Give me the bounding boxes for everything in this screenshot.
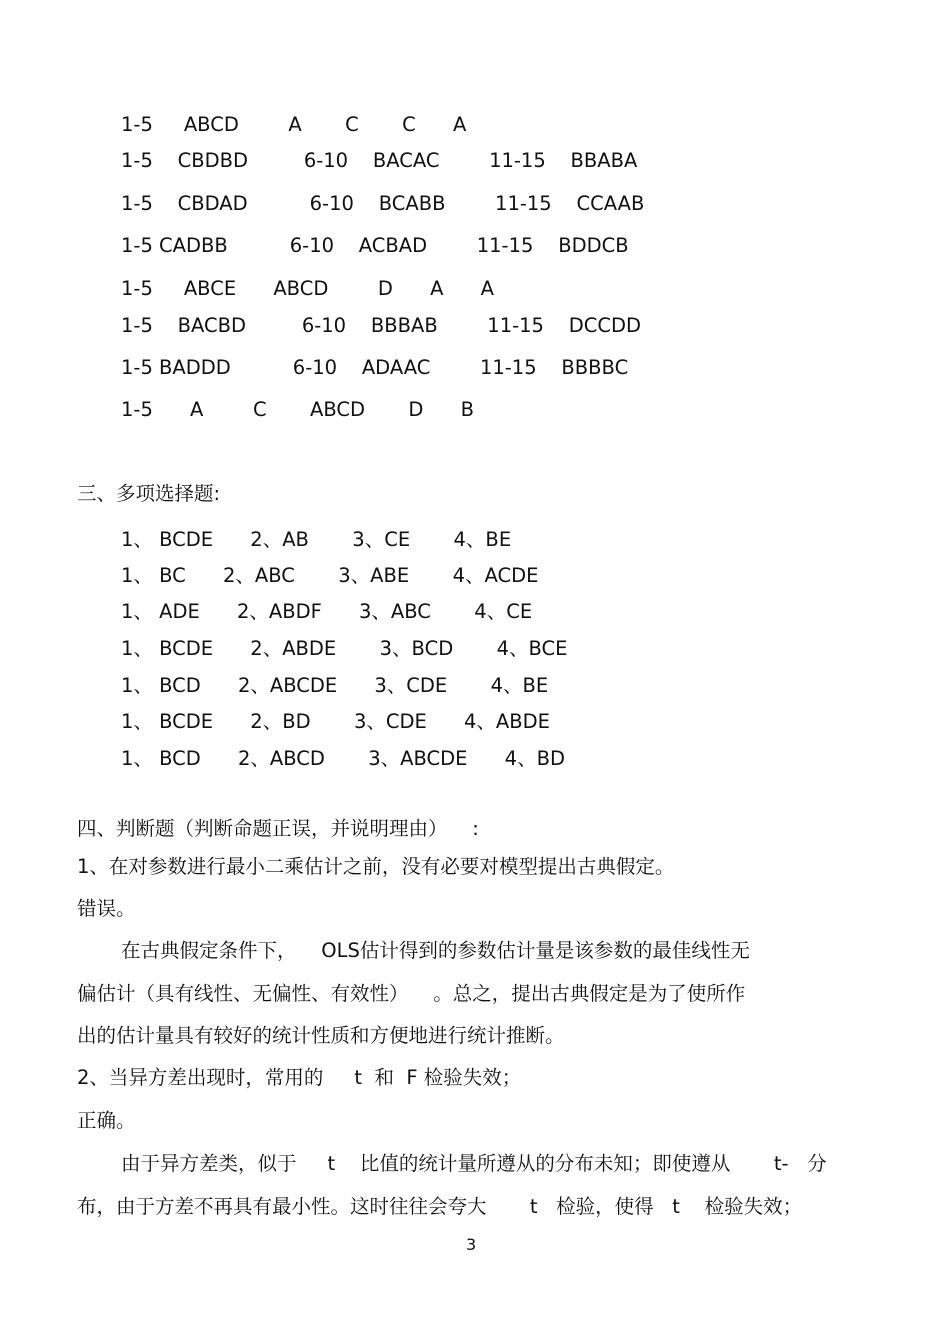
answer-line: 1-5 CBDAD 6-10 BCABB 11-15 CCAAB	[121, 192, 645, 215]
answer-1-text: 出的估计量具有较好的统计性质和方便地进行统计推断。	[77, 1024, 565, 1047]
answer-line: 1-5 A C ABCD D B	[121, 398, 474, 421]
section-heading: 三、多项选择题:	[77, 482, 221, 505]
answer-line: 1、 BCD 2、ABCD 3、ABCDE 4、BD	[121, 747, 565, 770]
answer-line: 1、 BCDE 2、ABDE 3、BCD 4、BCE	[121, 637, 568, 660]
answer-line: 1-5 BACBD 6-10 BBBAB 11-15 DCCDD	[121, 314, 642, 337]
answer-line: 1-5 CBDBD 6-10 BACAC 11-15 BBABA	[121, 149, 638, 172]
answer-line: 1、 ADE 2、ABDF 3、ABC 4、CE	[121, 600, 533, 623]
answer-2-text: 布，由于方差不再具有最小性。这时往往会夸大 t 检验，使得 t 检验失效；	[77, 1195, 803, 1218]
question-1: 1、在对参数进行最小二乘估计之前，没有必要对模型提出古典假定。	[77, 855, 675, 878]
answer-2-text: 由于异方差类，似于 t 比值的统计量所遵从的分布未知；即使遵从 t- 分	[121, 1152, 827, 1175]
answer-line: 1-5 ABCD A C C A	[121, 113, 467, 136]
answer-line: 1、 BCDE 2、BD 3、CDE 4、ABDE	[121, 710, 550, 733]
question-2: 2、当异方差出现时，常用的 t 和 F 检验失效；	[77, 1066, 522, 1089]
answer-line: 1-5 BADDD 6-10 ADAAC 11-15 BBBBC	[121, 356, 629, 379]
answer-1-text: 在古典假定条件下， OLS估计得到的参数估计量是该参数的最佳线性无	[121, 939, 750, 962]
answer-line: 1、 BCD 2、ABCDE 3、CDE 4、BE	[121, 674, 549, 697]
answer-1-verdict: 错误。	[77, 897, 136, 920]
section-heading: 四、判断题（判断命题正误，并说明理由） :	[77, 817, 479, 840]
page-number: 3	[466, 1235, 477, 1254]
answer-2-verdict: 正确。	[77, 1109, 136, 1132]
answer-line: 1-5 ABCE ABCD D A A	[121, 277, 495, 300]
answer-line: 1、 BC 2、ABC 3、ABE 4、ACDE	[121, 564, 539, 587]
answer-line: 1、 BCDE 2、AB 3、CE 4、BE	[121, 528, 512, 551]
answer-1-text: 偏估计（具有线性、无偏性、有效性） 。总之，提出古典假定是为了使所作	[77, 982, 746, 1005]
answer-line: 1-5 CADBB 6-10 ACBAD 11-15 BDDCB	[121, 234, 629, 257]
